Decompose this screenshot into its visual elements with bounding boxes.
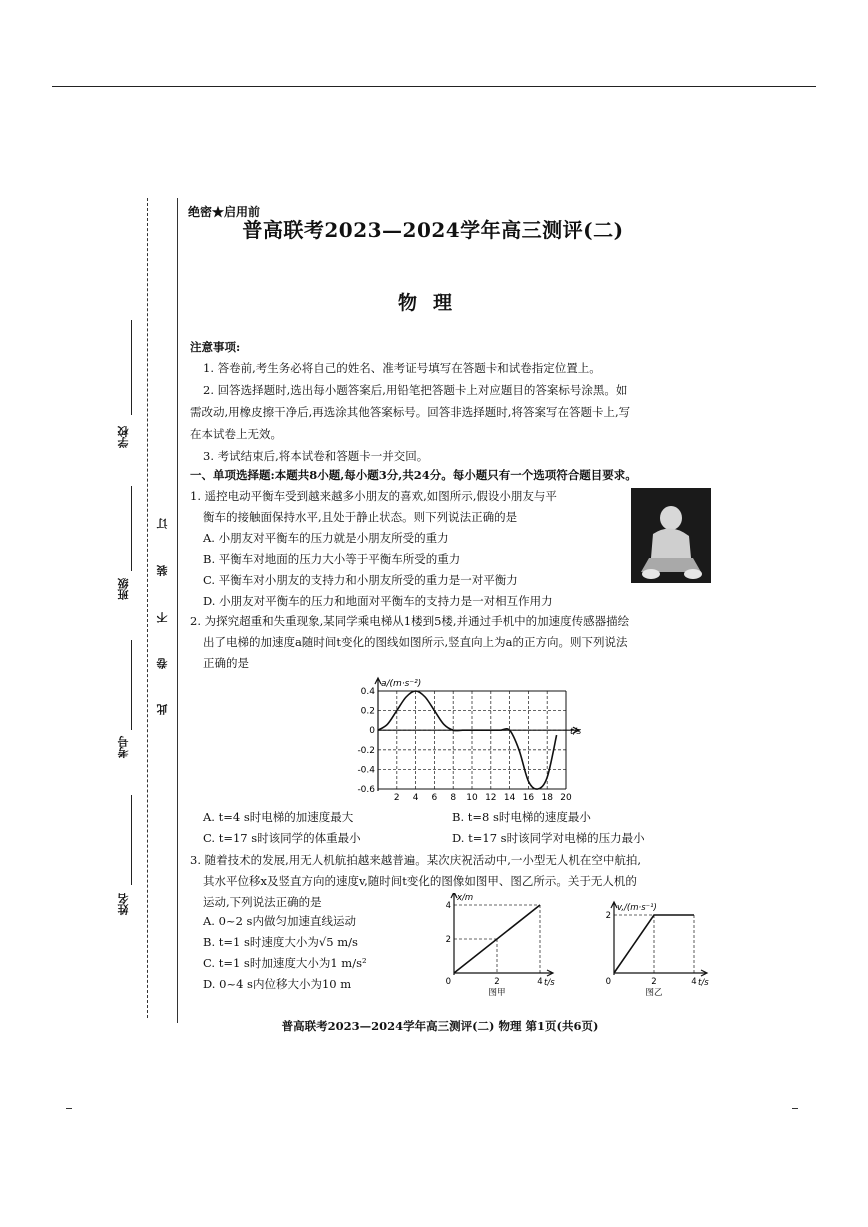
corner-mark-right bbox=[792, 1108, 798, 1109]
child-on-scooter-image bbox=[631, 488, 711, 583]
y-tick-label-1: 4 bbox=[445, 901, 451, 911]
origin-label: 0 bbox=[445, 977, 451, 987]
x-axis-label: t/s bbox=[570, 727, 582, 738]
q1-option-b: B. 平衡车对地面的压力大小等于平衡车所受的重力 bbox=[203, 552, 461, 566]
y-tick-label-0: 2 bbox=[605, 911, 611, 921]
data-line-series-0 bbox=[614, 915, 694, 973]
y-tick-label-1: 0.2 bbox=[360, 706, 375, 717]
x-tick-label-3: 8 bbox=[450, 793, 457, 803]
y-tick-label-0: 2 bbox=[445, 935, 451, 945]
binding-solid-line bbox=[177, 198, 178, 1023]
acceleration-time-chart bbox=[330, 675, 590, 810]
name-label: 姓名 bbox=[117, 893, 130, 915]
section-heading: 一、单项选择题:本题共8小题,每小题3分,共24分。每小题只有一个选项符合题目要求。 bbox=[190, 468, 637, 482]
q2-option-d: D. t=17 s时该同学对电梯的压力最小 bbox=[452, 831, 645, 845]
exam-title: 普高联考2023—2024学年高三测评(二) bbox=[242, 218, 624, 242]
y-tick-label-4: -0.4 bbox=[357, 765, 375, 776]
seal-char-2: 装 bbox=[156, 565, 169, 576]
name-blank bbox=[131, 795, 132, 885]
q3-stem-line-2: 其水平位移x及竖直方向的速度v,随时间t变化的图像如图甲、图乙所示。关于无人机的 bbox=[203, 874, 637, 888]
q1-stem-line-2: 衡车的接触面保持水平,且处于静止状态。则下列说法正确的是 bbox=[203, 510, 518, 524]
x-axis-label: t/s bbox=[698, 978, 709, 988]
x-axis-label: t/s bbox=[544, 978, 555, 988]
data-line-series-0 bbox=[378, 691, 557, 789]
q3-option-a: A. 0~2 s内做匀加速直线运动 bbox=[203, 914, 356, 928]
class-blank bbox=[131, 486, 132, 571]
q1-option-d: D. 小朋友对平衡车的压力和地面对平衡车的支持力是一对相互作用力 bbox=[203, 594, 553, 608]
corner-mark-left bbox=[66, 1108, 72, 1109]
notice-item-2: 2. 回答选择题时,选出每小题答案后,用铅笔把答题卡上对应题目的答案标号涂黑。如 bbox=[203, 383, 628, 397]
notice-item-2-cont: 需改动,用橡皮擦干净后,再选涂其他答案标号。回答非选择题时,将答案写在答题卡上,写 bbox=[190, 405, 631, 419]
balance-scooter-photo bbox=[631, 488, 711, 583]
q2-stem-line-1: 2. 为探究超重和失重现象,某同学乘电梯从1楼到5楼,并通过手机中的加速度传感器描绘 bbox=[190, 614, 630, 628]
chart-caption: 图甲 bbox=[488, 988, 506, 997]
x-tick-label-2: 6 bbox=[431, 793, 438, 803]
notice-item-3: 3. 考试结束后,将本试卷和答题卡一并交回。 bbox=[203, 449, 429, 463]
x-tick-label-9: 20 bbox=[560, 793, 572, 803]
origin-label: 0 bbox=[605, 977, 611, 987]
vertical-velocity-time-chart bbox=[592, 893, 722, 997]
q1-stem-line-1: 1. 遥控电动平衡车受到越来越多小朋友的喜欢,如图所示,假设小朋友与平 bbox=[190, 489, 557, 503]
x-tick-label-8: 18 bbox=[541, 793, 553, 803]
chart-caption: 图乙 bbox=[645, 988, 663, 997]
y-axis-label: v,/(m·s⁻¹) bbox=[617, 903, 657, 913]
q2-stem-line-2: 出了电梯的加速度a随时间t变化的图线如图所示,竖直向上为a的正方向。则下列说法 bbox=[203, 635, 628, 649]
seal-char-4: 卷 bbox=[156, 658, 169, 669]
x-tick-label-0: 2 bbox=[651, 977, 657, 987]
exam-number-blank bbox=[131, 640, 132, 730]
notice-item-1: 1. 答卷前,考生务必将自己的姓名、准考证号填写在答题卡和试卷指定位置上。 bbox=[203, 361, 601, 375]
q1-option-c: C. 平衡车对小朋友的支持力和小朋友所受的重力是一对平衡力 bbox=[203, 573, 518, 587]
q2-option-c: C. t=17 s时该同学的体重最小 bbox=[203, 831, 361, 845]
x-tick-label-0: 2 bbox=[494, 977, 500, 987]
x-tick-label-4: 10 bbox=[466, 793, 478, 803]
x-tick-label-1: 4 bbox=[537, 977, 543, 987]
q2-stem-line-3: 正确的是 bbox=[203, 656, 249, 670]
q3-stem-line-1: 3. 随着技术的发展,用无人机航拍越来越普遍。某次庆祝活动中,一小型无人机在空中航拍, bbox=[190, 853, 642, 867]
y-tick-label-2: 0 bbox=[369, 726, 375, 737]
subject-title: 物理 bbox=[397, 292, 468, 314]
q1-option-a: A. 小朋友对平衡车的压力就是小朋友所受的重力 bbox=[203, 531, 449, 545]
q3-option-c: C. t=1 s时加速度大小为1 m/s² bbox=[203, 956, 367, 970]
q2-option-b: B. t=8 s时电梯的速度最小 bbox=[452, 810, 591, 824]
confidential-mark: 绝密★启用前 bbox=[188, 205, 261, 219]
y-tick-label-0: 0.4 bbox=[360, 687, 375, 697]
x-tick-label-1: 4 bbox=[691, 977, 697, 987]
q3-option-d: D. 0~4 s内位移大小为10 m bbox=[203, 977, 352, 991]
seal-char-1: 订 bbox=[156, 518, 169, 529]
q3-stem-line-3: 运动,下列说法正确的是 bbox=[203, 895, 322, 909]
y-tick-label-3: -0.2 bbox=[357, 745, 375, 756]
school-label: 学校 bbox=[117, 426, 130, 448]
seal-char-3: 不 bbox=[156, 612, 169, 623]
exam-number-label: 考号 bbox=[117, 736, 130, 758]
binding-dashed-line bbox=[147, 198, 148, 1018]
x-tick-label-1: 4 bbox=[412, 793, 419, 803]
y-axis-label: a/(m·s⁻²) bbox=[381, 679, 422, 689]
class-label: 班级 bbox=[117, 578, 130, 600]
x-tick-label-7: 16 bbox=[522, 793, 535, 803]
seal-char-5: 此 bbox=[156, 704, 169, 715]
notice-item-2-end: 在本试卷上无效。 bbox=[190, 427, 282, 441]
x-tick-label-5: 12 bbox=[485, 793, 497, 803]
y-tick-label-5: -0.6 bbox=[357, 785, 375, 795]
y-axis-label: x/m bbox=[457, 893, 474, 903]
notice-heading: 注意事项: bbox=[190, 340, 241, 354]
page-footer: 普高联考2023—2024学年高三测评(二) 物理 第1页(共6页) bbox=[281, 1019, 599, 1033]
page-top-rule bbox=[52, 86, 816, 87]
q2-option-a: A. t=4 s时电梯的加速度最大 bbox=[203, 810, 354, 824]
x-tick-label-0: 2 bbox=[393, 793, 400, 803]
displacement-time-chart bbox=[432, 893, 562, 997]
q3-option-b: B. t=1 s时速度大小为√5 m/s bbox=[203, 935, 358, 949]
x-tick-label-6: 14 bbox=[503, 793, 516, 803]
school-blank bbox=[131, 320, 132, 415]
